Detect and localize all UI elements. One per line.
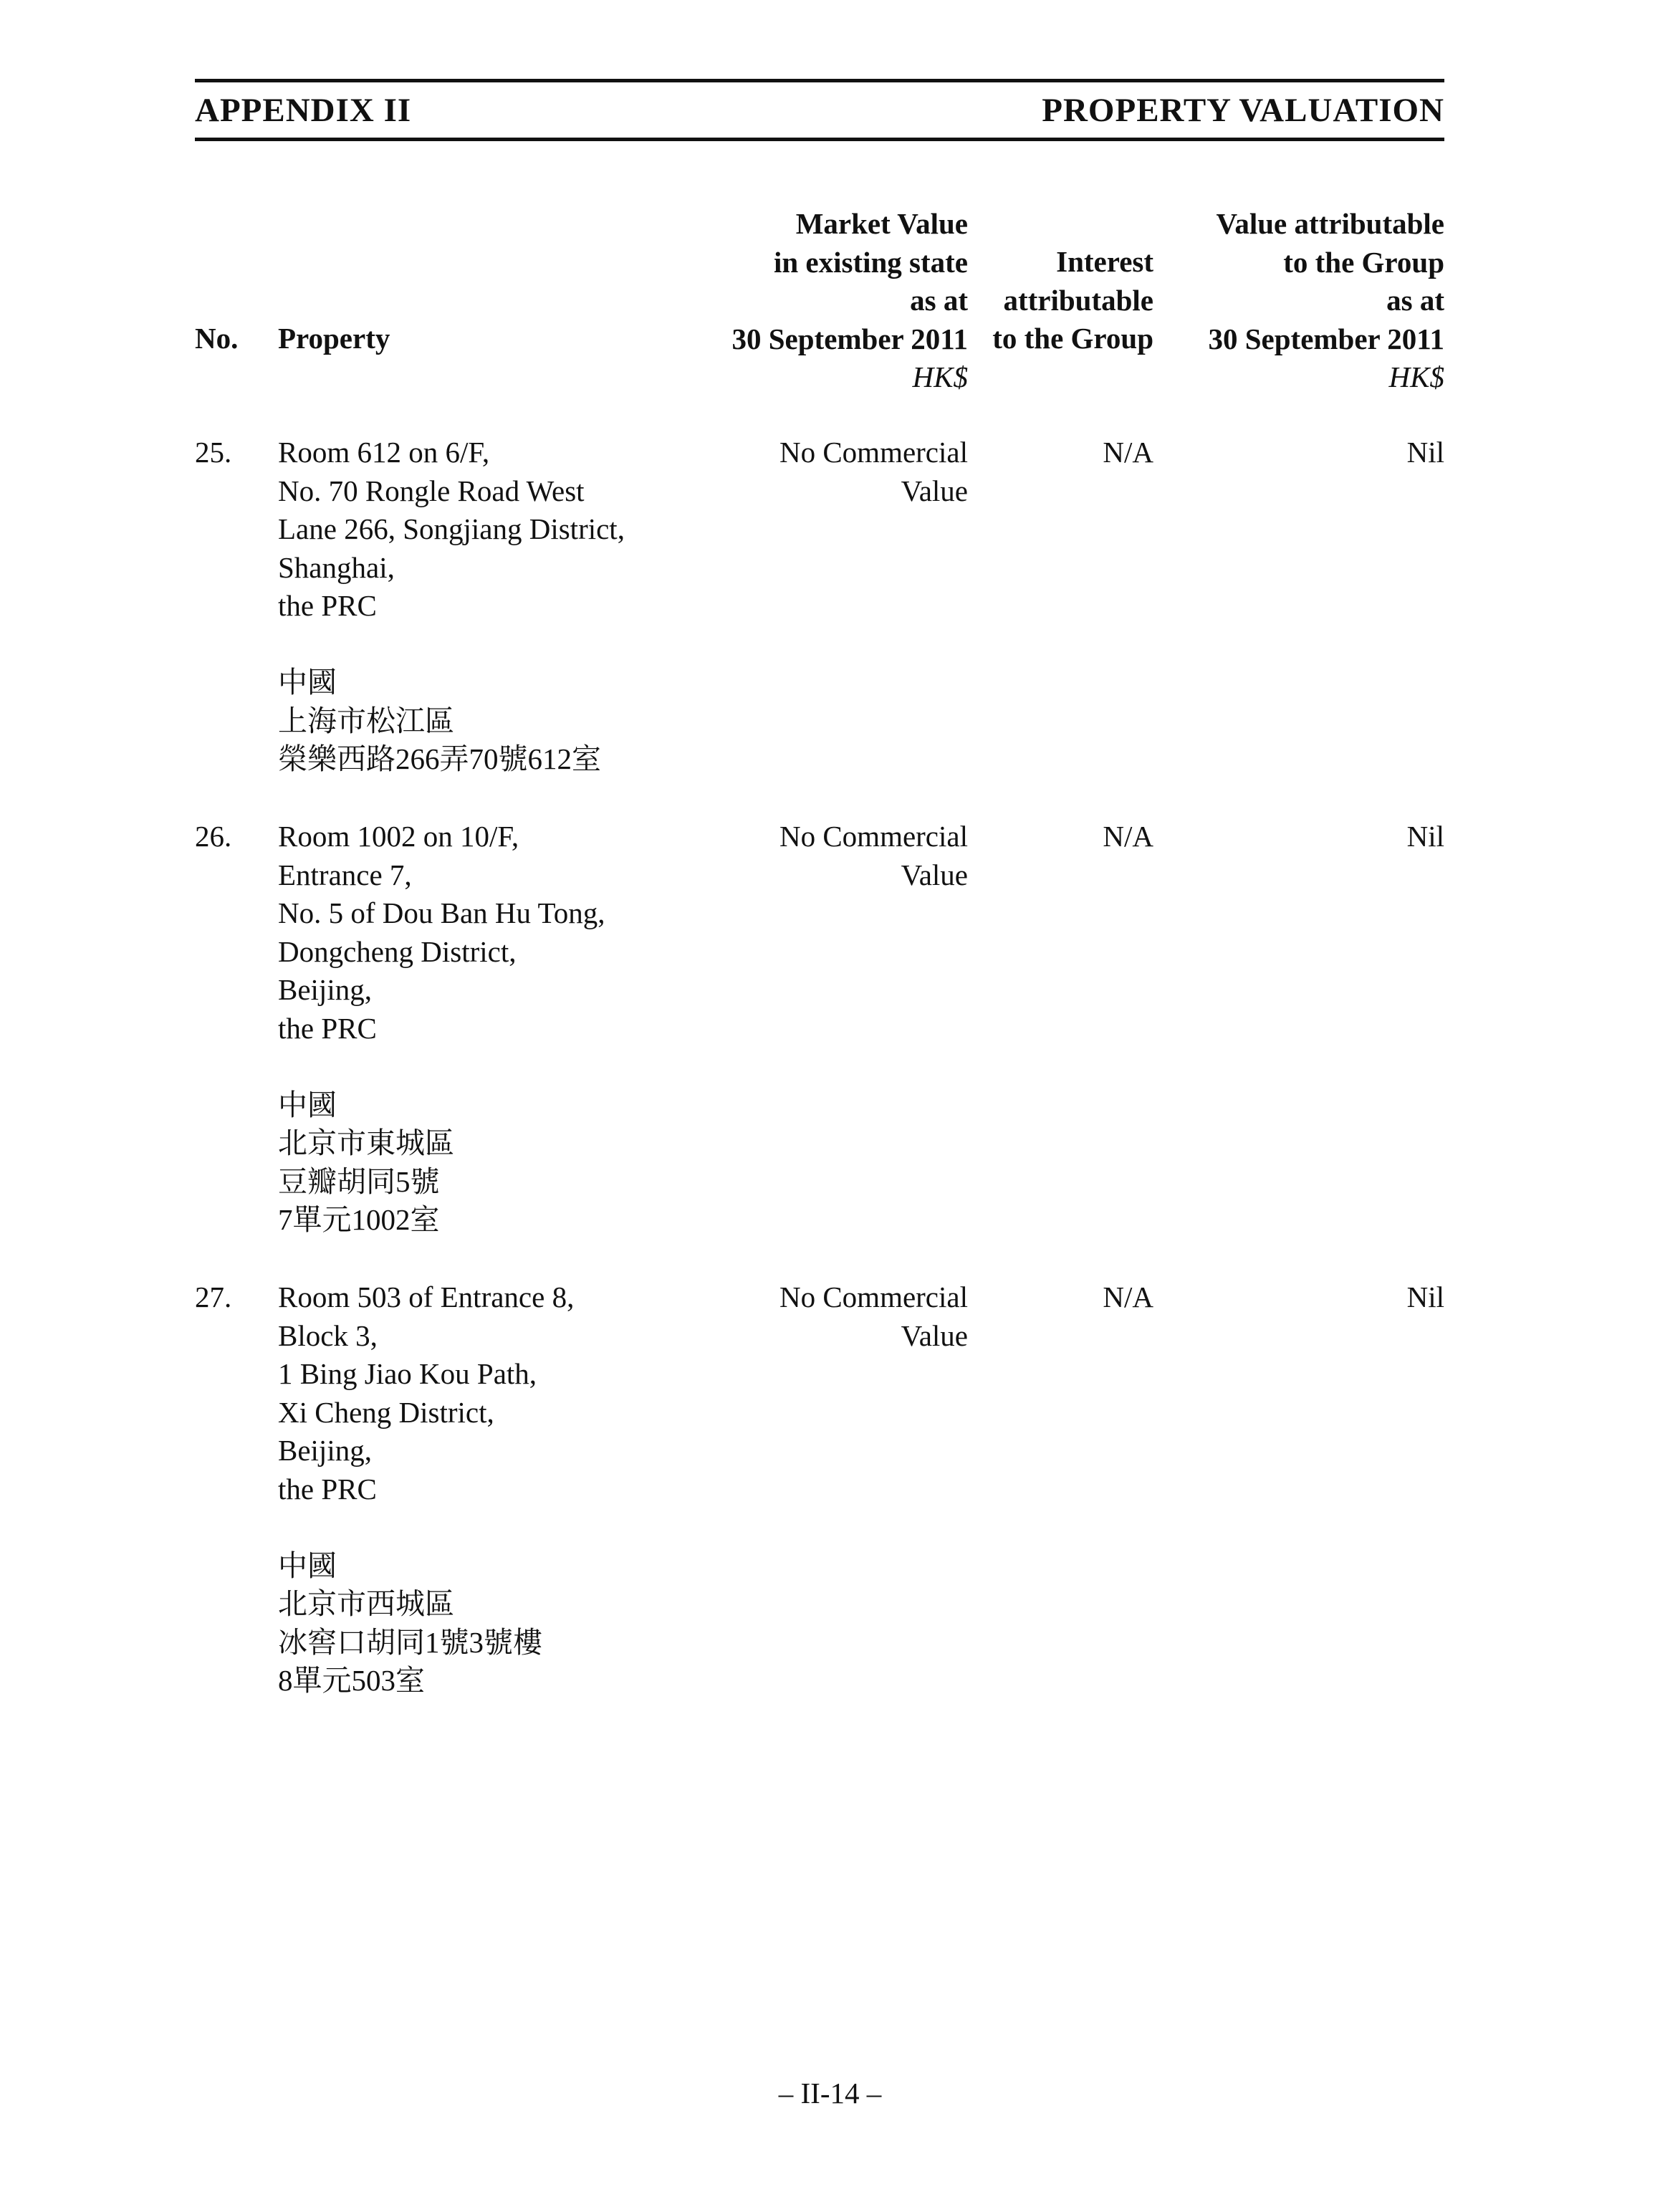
- column-heading-interest: Interest attributable to the Group: [992, 245, 1153, 355]
- value-attributable-unit: HK$: [1388, 360, 1444, 393]
- property-address: Room 503 of Entrance 8, Block 3, 1 Bing Jiao Kou Path, Xi Cheng District, Beijing, the PRC 中國 北京市西城區 冰窖口胡同1號3號樓 8單元503室: [278, 1280, 575, 1697]
- column-heading-value-attributable: Value attributable to the Group as at 30 September 2011 HK$: [1208, 205, 1444, 397]
- header-bottom-rule: [195, 138, 1444, 141]
- market-value-cell: No Commercial Value: [779, 820, 968, 891]
- market-value-unit: HK$: [912, 360, 968, 393]
- property-address: Room 1002 on 10/F, Entrance 7, No. 5 of Dou Ban Hu Tong, Dongcheng District, Beijing, the PRC 中國 北京市東城區 豆瓣胡同5號 7單元1002室: [278, 820, 605, 1236]
- value-attributable-cell: Nil: [1406, 1280, 1444, 1313]
- property-address: Room 612 on 6/F, No. 70 Rongle Road West Lane 266, Songjiang District, Shanghai, the PRC 中國 上海市松江區 榮樂西路266弄70號612室: [278, 436, 625, 775]
- market-value-cell: No Commercial Value: [779, 1280, 968, 1352]
- header-top-rule: [195, 79, 1444, 82]
- section-title: PROPERTY VALUATION: [1042, 92, 1444, 129]
- interest-cell: N/A: [1103, 1280, 1153, 1313]
- column-heading-market-value: Market Value in existing state as at 30 September 2011 HK$: [731, 205, 968, 397]
- row-number: 27.: [195, 1280, 232, 1313]
- column-heading-property: Property: [278, 322, 390, 355]
- column-heading-no: No.: [195, 322, 239, 355]
- appendix-title: APPENDIX II: [195, 92, 412, 129]
- interest-cell: N/A: [1103, 436, 1153, 469]
- value-attributable-cell: Nil: [1406, 820, 1444, 853]
- market-value-cell: No Commercial Value: [779, 436, 968, 507]
- row-number: 25.: [195, 436, 232, 469]
- page-number: – II-14 –: [778, 2077, 882, 2110]
- value-attributable-cell: Nil: [1406, 436, 1444, 469]
- row-number: 26.: [195, 820, 232, 853]
- interest-cell: N/A: [1103, 820, 1153, 853]
